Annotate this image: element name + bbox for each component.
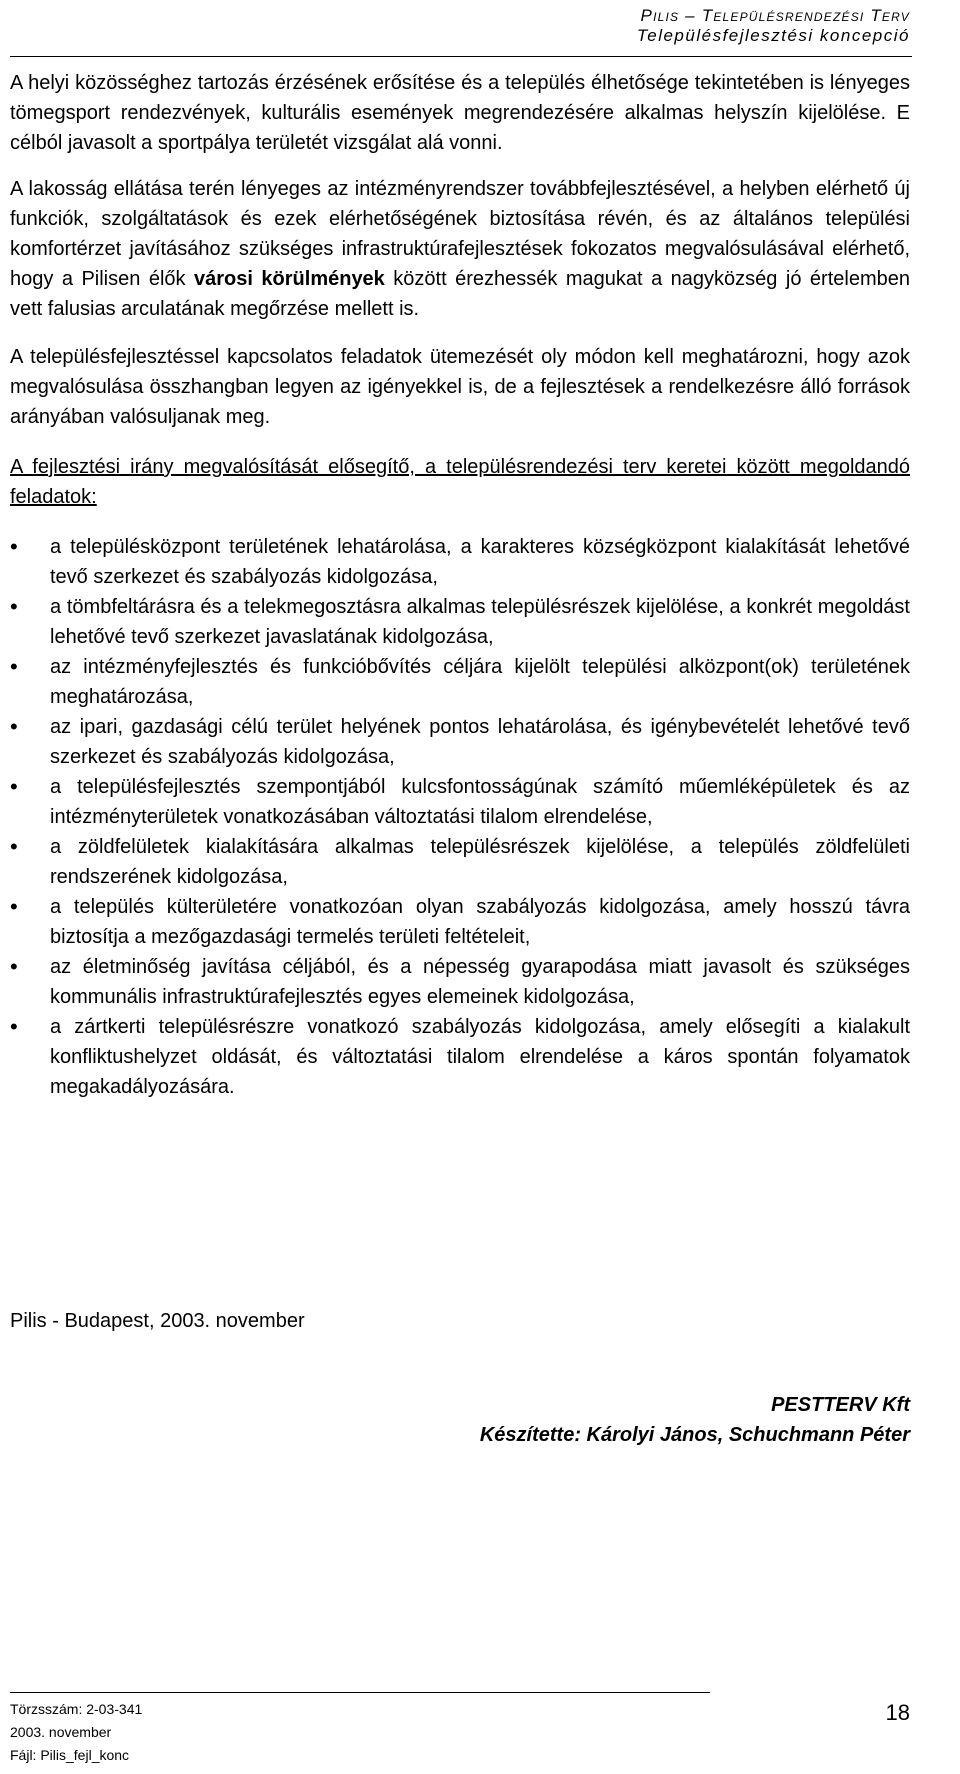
paragraph-2 (10, 174, 910, 324)
list-item: • az intézményfejlesztés és funkcióbővítés céljára kijelölt települési alközpont(ok) területének meghatározása, (10, 652, 910, 712)
page-header (637, 6, 910, 46)
paragraph-2-bold: városi körülmények (194, 268, 385, 290)
paragraph-2-end: között érezhessék magukat a nagyközség jó értelemben vett falusias arculatának megőrzése mellett is. (10, 268, 910, 320)
signature-block (480, 1390, 910, 1450)
list-item: • a település külterületére vonatkozóan olyan szabályozás kidolgozása, amely hosszú távra biztosítja a mezőgazdasági termelés területi feltételeit, (10, 892, 910, 952)
list-item: • a zártkerti településrészre vonatkozó szabályozás kidolgozása, amely elősegíti a kialakult konfliktushelyzet oldását, és változtatási tilalom elrendelése a káros spontán folyamatok megakadályozására. (10, 1012, 910, 1102)
footer-divider (10, 1692, 710, 1693)
list-item: • a településfejlesztés szempontjából kulcsfontosságúnak számító műemléképületek és az intézményterületek vonatkozásában változtatási tilalom elrendelése, (10, 772, 910, 832)
paragraph-2-start: A lakosság ellátása terén lényeges az intézményrendszer továbbfejlesztésével, a helyben elérhető új funkciók, szolgáltatások és ezek elérhetőségének biztosítása révén, és az általános települési komfortérzet javításához szükséges infrastruktúrafejlesztések fokozatos megvalósulásával elérhető, hogy a Pilisen élők (10, 178, 910, 290)
authors: Készítette: Károlyi János, Schuchmann Péter (479, 1424, 910, 1446)
company-name: PESTTERV Kft (771, 1394, 910, 1416)
footer-registry-number: Törzsszám: 2-03-341 (10, 1701, 143, 1717)
page-footer (10, 1698, 142, 1767)
footer-date: 2003. november (10, 1724, 112, 1740)
list-item: • a településközpont területének lehatárolása, a karakteres községközpont kialakítását lehetővé tevő szerkezet és szabályozás kidolgozása, (10, 532, 910, 592)
list-item: • az életminőség javítása céljából, és a népesség gyarapodása miatt javasolt és szükséges kommunális infrastruktúrafejlesztés egyes elemeinek kidolgozása, (10, 952, 910, 1012)
tasks-heading: A fejlesztési irány megvalósítását elősegítő, a településrendezési terv keretei között megoldandó feladatok: (10, 456, 910, 508)
paragraph-3: A településfejlesztéssel kapcsolatos feladatok ütemezését oly módon kell meghatározni, hogy azok megvalósulása összhangban legyen az igényekkel is, de a fejlesztések a rendelkezésre álló források arányában valósuljanak meg. (10, 346, 910, 428)
place-date: Pilis - Budapest, 2003. november (10, 1310, 305, 1332)
page-number: 18 (885, 1700, 910, 1725)
list-item: • a tömbfeltárásra és a telekmegosztásra alkalmas településrészek kijelölése, a konkrét megoldást lehetővé tevő szerkezet javaslatának kidolgozása, (10, 592, 910, 652)
list-item: • az ipari, gazdasági célú terület helyének pontos lehatárolása, és igénybevételét lehetővé tevő szerkezet és szabályozás kidolgozása, (10, 712, 910, 772)
paragraph-1: A helyi közösséghez tartozás érzésének erősítése és a település élhetősége tekintetében is lényeges tömegsport rendezvények, kulturális események megrendezésére alkalmas helyszín kijelölése. E célból javasolt a sportpálya területét vizsgálat alá vonni. (10, 72, 910, 154)
header-subtitle: Településfejlesztési koncepció (636, 26, 910, 45)
header-divider (10, 56, 912, 57)
list-item: • a zöldfelületek kialakítására alkalmas településrészek kijelölése, a település zöldfelületi rendszerének kidolgozása, (10, 832, 910, 892)
document-body (10, 68, 910, 1102)
task-list (10, 532, 910, 1102)
footer-filename: Fájl: Pilis_fejl_konc (10, 1747, 130, 1763)
header-title: Pilis – Településrendezési Terv (640, 6, 910, 25)
